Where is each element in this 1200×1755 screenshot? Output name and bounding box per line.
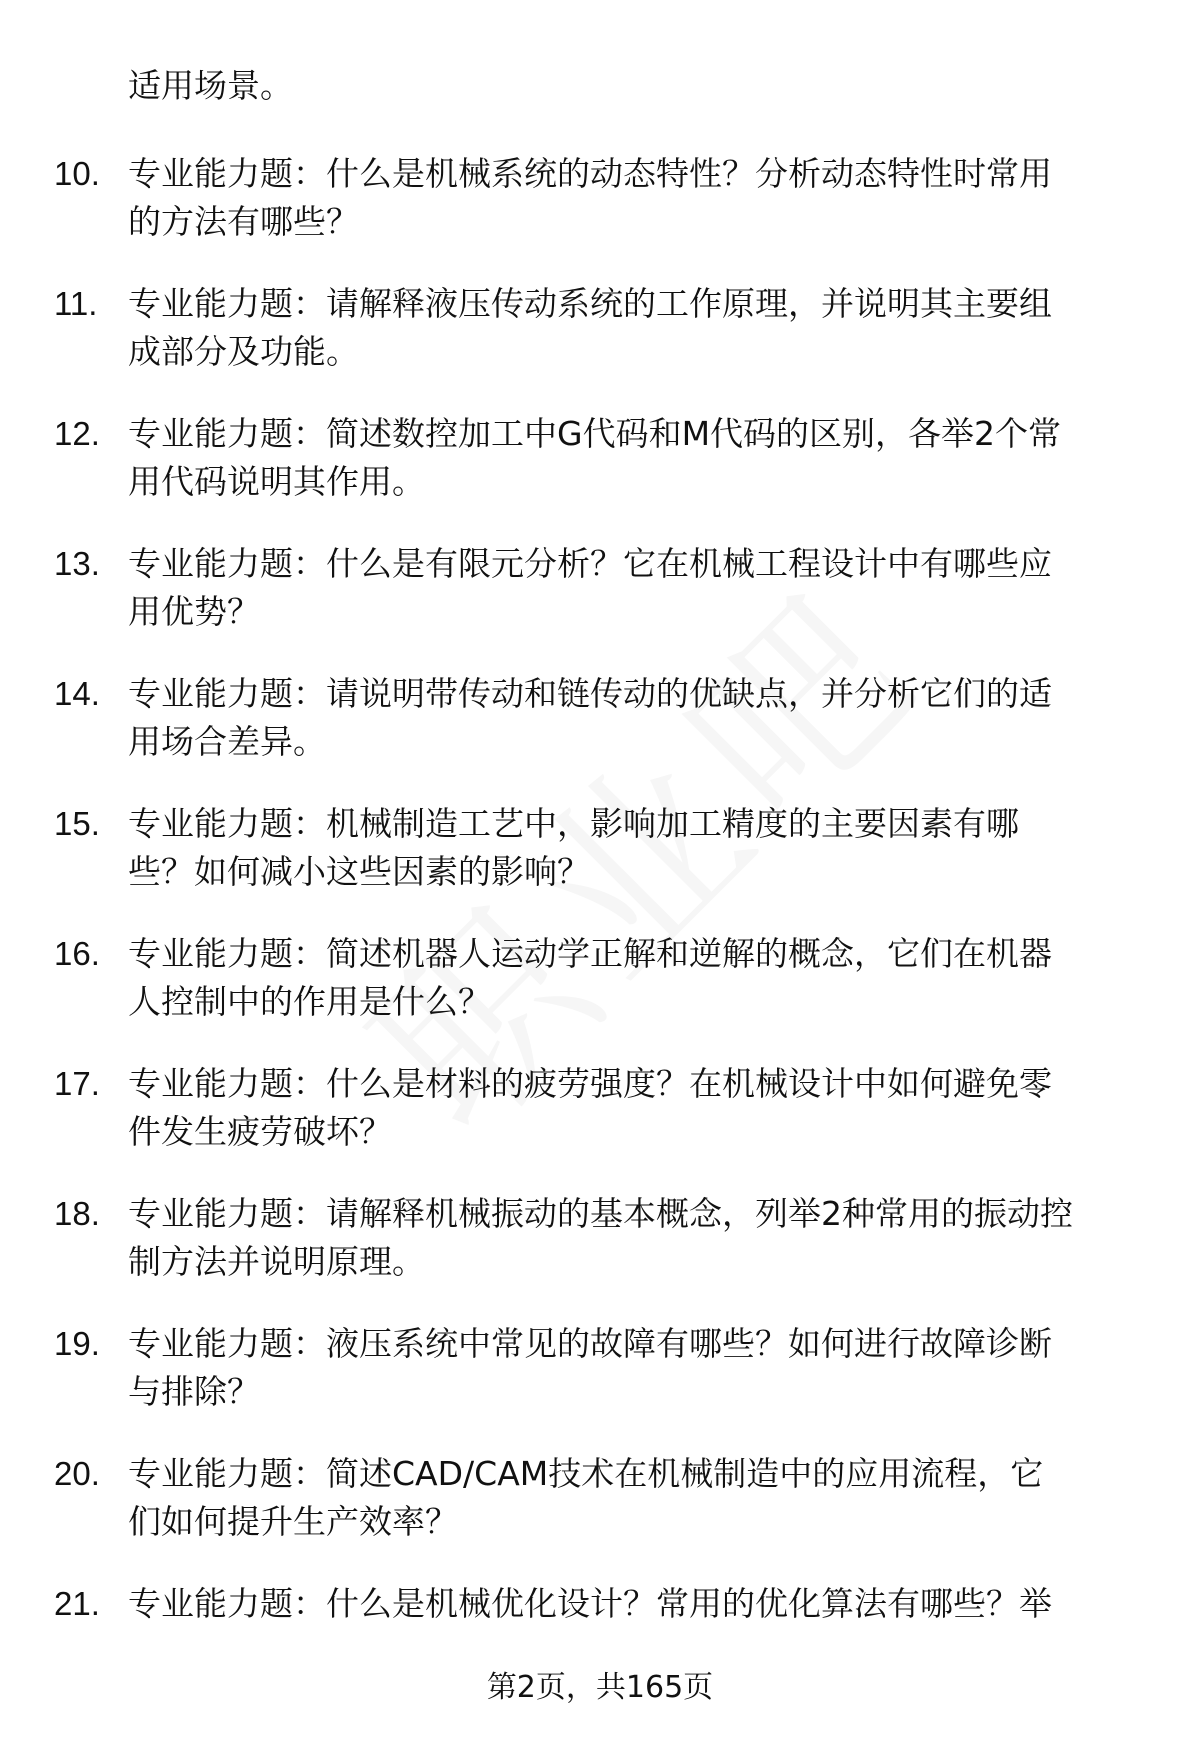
question-text-line: 用场合差异。 — [128, 722, 326, 761]
question-text-line: 用优势？ — [128, 592, 260, 631]
question-number: 12. — [54, 415, 100, 452]
question-text — [128, 930, 1168, 1026]
question-text-line: 专业能力题：简述数控加工中G代码和M代码的区别，各举2个常 — [128, 414, 1062, 453]
question-text — [128, 670, 1168, 766]
question-number: 14. — [54, 675, 100, 712]
question-item — [0, 128, 1200, 258]
question-number: 19. — [54, 1325, 100, 1362]
question-item — [0, 778, 1200, 908]
question-text-line: 专业能力题：液压系统中常见的故障有哪些？如何进行故障诊断 — [128, 1324, 1052, 1363]
question-item — [0, 908, 1200, 1038]
question-number: 18. — [54, 1195, 100, 1232]
question-item — [0, 648, 1200, 778]
question-text-line: 成部分及功能。 — [128, 332, 359, 371]
question-text-line: 与排除？ — [128, 1372, 260, 1411]
question-item — [0, 1428, 1200, 1558]
question-number: 17. — [54, 1065, 100, 1102]
question-item — [0, 388, 1200, 518]
question-number: 10. — [54, 155, 100, 192]
question-text — [128, 540, 1168, 636]
question-text-line: 的方法有哪些？ — [128, 202, 359, 241]
question-text-line: 件发生疲劳破坏？ — [128, 1112, 392, 1151]
question-text — [128, 410, 1168, 506]
question-text-line: 些？如何减小这些因素的影响？ — [128, 852, 590, 891]
question-number: 21. — [54, 1585, 100, 1622]
question-number: 16. — [54, 935, 100, 972]
question-text-line: 用代码说明其作用。 — [128, 462, 425, 501]
question-text-line: 专业能力题：简述CAD/CAM技术在机械制造中的应用流程，它 — [128, 1454, 1044, 1493]
question-number: 15. — [54, 805, 100, 842]
question-text-line: 专业能力题：什么是机械系统的动态特性？分析动态特性时常用 — [128, 154, 1052, 193]
question-text-line: 专业能力题：请解释机械振动的基本概念，列举2种常用的振动控 — [128, 1194, 1073, 1233]
question-text-line: 专业能力题：什么是有限元分析？它在机械工程设计中有哪些应 — [128, 544, 1052, 583]
question-item — [0, 1168, 1200, 1298]
question-text-line: 制方法并说明原理。 — [128, 1242, 425, 1281]
question-text-line: 专业能力题：请解释液压传动系统的工作原理，并说明其主要组 — [128, 284, 1052, 323]
question-item — [0, 518, 1200, 648]
page-footer: 第2页，共165页 — [486, 1670, 714, 1705]
question-item — [0, 1038, 1200, 1168]
question-text — [128, 150, 1168, 246]
question-text-line: 们如何提升生产效率？ — [128, 1502, 458, 1541]
question-text-line: 专业能力题：什么是机械优化设计？常用的优化算法有哪些？举 — [128, 1584, 1052, 1623]
question-text — [128, 1190, 1168, 1286]
question-text — [128, 800, 1168, 896]
question-text-line: 人控制中的作用是什么？ — [128, 982, 491, 1021]
question-item — [0, 258, 1200, 388]
question-text — [128, 280, 1168, 376]
question-text-line: 专业能力题：机械制造工艺中，影响加工精度的主要因素有哪 — [128, 804, 1019, 843]
question-number: 11. — [54, 285, 98, 322]
question-number: 20. — [54, 1455, 100, 1492]
question-text-line: 专业能力题：简述机器人运动学正解和逆解的概念，它们在机器 — [128, 934, 1052, 973]
question-text — [128, 1580, 1168, 1628]
question-number: 13. — [54, 545, 100, 582]
question-text — [128, 1320, 1168, 1416]
question-text — [128, 1450, 1168, 1546]
question-item — [0, 1298, 1200, 1428]
question-text-line: 专业能力题：请说明带传动和链传动的优缺点，并分析它们的适 — [128, 674, 1052, 713]
question-text-line: 专业能力题：什么是材料的疲劳强度？在机械设计中如何避免零 — [128, 1064, 1052, 1103]
question-list — [0, 128, 1200, 1688]
continuation-text: 适用场景。 — [128, 66, 293, 105]
question-text — [128, 1060, 1168, 1156]
